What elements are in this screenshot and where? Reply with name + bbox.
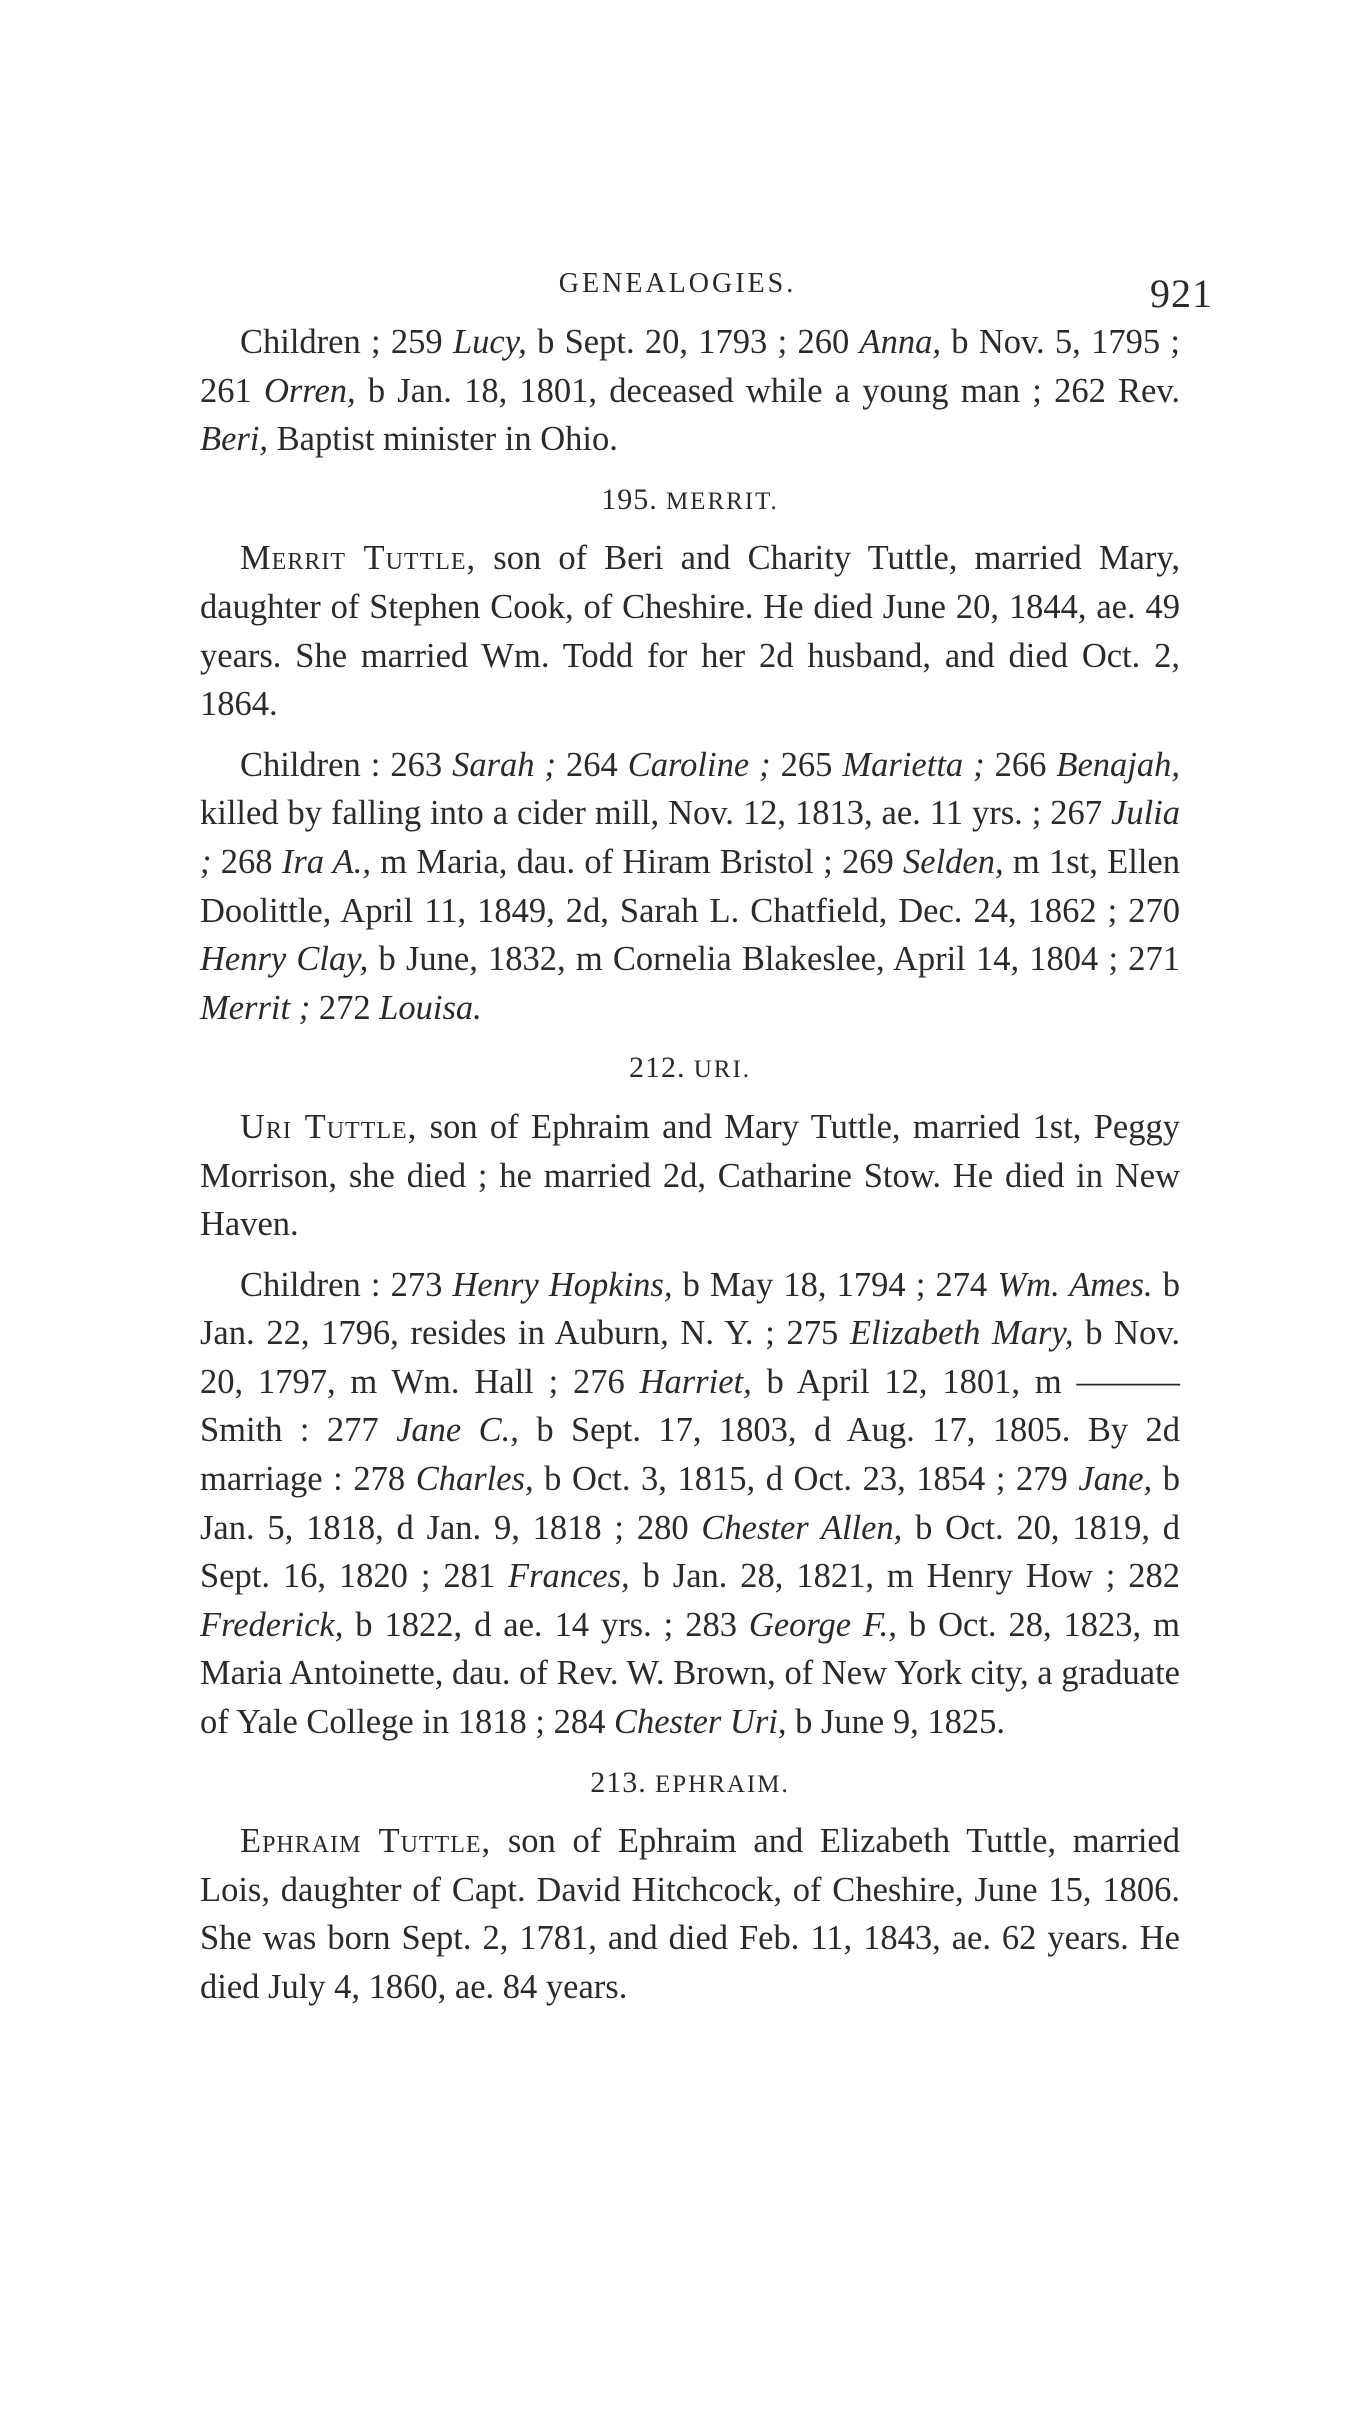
italic-name: Selden, — [903, 842, 1004, 881]
italic-name: George F., — [748, 1605, 897, 1644]
italic-name: Benajah, — [1056, 745, 1181, 784]
paragraph — [200, 534, 1180, 728]
text-run: b June, 1832, m Cornelia Blakeslee, April 14, 1804 ; 271 — [368, 940, 1181, 979]
text-run: b Sept. 20, 1793 ; 260 — [526, 323, 860, 361]
paragraph — [200, 1261, 1180, 1747]
italic-name: Elizabeth Mary, — [850, 1314, 1074, 1353]
italic-name: Caroline ; — [627, 745, 771, 784]
section-title: EPHRAIM. — [654, 1770, 790, 1798]
italic-name: Orren, — [263, 371, 356, 410]
section-title: URI. — [693, 1056, 752, 1084]
text-run: m 1st, Ellen Doolittle, April 11, 1849, 2d, Sarah L. Chatfield, Dec. 24, 1862 ; 270 — [200, 842, 1180, 930]
section-heading — [200, 1044, 1180, 1095]
text-run: b Jan. 5, 1818, d Jan. 9, 1818 ; 280 — [200, 1460, 1180, 1547]
text-run: b Oct. 28, 1823, m Maria Antoinette, dau. of Rev. W. Brown, of New York city, a graduate of Yale College in 1818 ; 284 — [200, 1605, 1180, 1742]
text-run: son of Beri and Charity Tuttle, married Mary, daughter of Stephen Cook, of Cheshire. He died June 20, 1844, ae. 49 years. She married Wm. Todd for her 2d husband, and died Oct. 2, 1864. — [200, 539, 1180, 724]
text-run: 272 — [310, 988, 380, 1027]
italic-name: Louisa. — [379, 988, 482, 1027]
italic-name: Harriet, — [639, 1362, 752, 1401]
italic-name: Frederick, — [200, 1605, 344, 1644]
italic-name: Chester Allen, — [701, 1508, 903, 1547]
text-run: b Oct. 20, 1819, d Sept. 16, 1820 ; 281 — [200, 1508, 1180, 1596]
section-title: MERRIT. — [665, 487, 779, 515]
text-run: b Jan. 22, 1796, resides in Auburn, N. Y. ; 275 — [200, 1265, 1180, 1353]
small-caps-name: Uri Tuttle, — [240, 1107, 418, 1146]
section-number: 195. — [601, 482, 658, 516]
small-caps-name: Merrit Tuttle, — [240, 539, 477, 578]
text-run: b Jan. 18, 1801, deceased while a young man ; 262 Rev. — [355, 371, 1180, 410]
text-run: b Sept. 17, 1803, d Aug. 17, 1805. By 2d marriage : 278 — [200, 1411, 1181, 1499]
italic-name: Chester Uri, — [613, 1703, 787, 1742]
text-run: Children ; 259 — [240, 323, 453, 361]
text-run: b April 12, 1801, m ——— Smith : 277 — [200, 1362, 1181, 1450]
text-run: Children : 263 — [240, 745, 453, 784]
italic-name: Beri, — [200, 420, 269, 459]
text-run: b 1822, d ae. 14 yrs. ; 283 — [343, 1605, 749, 1644]
small-caps-name: Ephraim Tuttle, — [240, 1822, 492, 1861]
text-run: son of Ephraim and Elizabeth Tuttle, married Lois, daughter of Capt. David Hitchcock, of Cheshire, June 15, 1806. She was born Sept. 2, 1781, and died Feb. 11, 1843, ae. 62 years. He died July 4, 1860, ae. 84 years. — [200, 1822, 1180, 2006]
italic-name: Henry Hopkins, — [452, 1265, 673, 1304]
italic-name: Frances, — [508, 1557, 630, 1596]
section-number: 213. — [590, 1765, 647, 1799]
text-run: Baptist minister in Ohio. — [268, 420, 618, 459]
paragraph — [200, 741, 1180, 1033]
text-run: b Oct. 3, 1815, d Oct. 23, 1854 ; 279 — [533, 1460, 1079, 1499]
text-run: 265 — [770, 745, 843, 784]
italic-name: Ira A., — [281, 842, 371, 881]
text-run: b June 9, 1825. — [786, 1703, 1005, 1742]
italic-name: Wm. Ames. — [997, 1265, 1153, 1304]
italic-name: Charles, — [415, 1460, 534, 1499]
italic-name: Marietta ; — [842, 745, 985, 784]
italic-name: Julia ; — [200, 794, 1180, 881]
italic-name: Jane, — [1078, 1460, 1153, 1499]
running-head: GENEALOGIES. — [558, 268, 797, 299]
text-run: 264 — [556, 745, 628, 784]
section-heading — [200, 476, 1180, 527]
page-number: 921 — [1150, 271, 1213, 316]
text-run: b May 18, 1794 ; 274 — [672, 1265, 998, 1304]
section-heading — [200, 1759, 1180, 1810]
italic-name: Sarah ; — [452, 745, 556, 784]
italic-name: Lucy, — [452, 323, 527, 361]
italic-name: Jane C., — [396, 1411, 519, 1450]
body-text — [200, 318, 1180, 2024]
italic-name: Henry Clay, — [200, 940, 369, 979]
paragraph — [200, 1103, 1180, 1249]
text-run: m Maria, dau. of Hiram Bristol ; 269 — [370, 842, 903, 881]
text-run: b Nov. 5, 1795 ; 261 — [200, 323, 1180, 410]
italic-name: Anna, — [859, 323, 941, 361]
text-run: son of Ephraim and Mary Tuttle, married 1st, Peggy Morrison, she died ; he married 2d, Catharine Stow. He died in New Haven. — [200, 1107, 1180, 1244]
text-run: 268 — [211, 842, 282, 881]
paragraph — [200, 318, 1180, 464]
text-run: killed by falling into a cider mill, Nov. 12, 1813, ae. 11 yrs. ; 267 — [200, 794, 1112, 833]
text-run: b Jan. 28, 1821, m Henry How ; 282 — [629, 1557, 1180, 1596]
text-run: b Nov. 20, 1797, m Wm. Hall ; 276 — [200, 1314, 1180, 1401]
italic-name: Merrit ; — [200, 988, 311, 1027]
section-number: 212. — [628, 1051, 686, 1085]
text-run: 266 — [984, 745, 1057, 784]
paragraph — [200, 1817, 1180, 2011]
text-run: Children : 273 — [240, 1265, 453, 1304]
